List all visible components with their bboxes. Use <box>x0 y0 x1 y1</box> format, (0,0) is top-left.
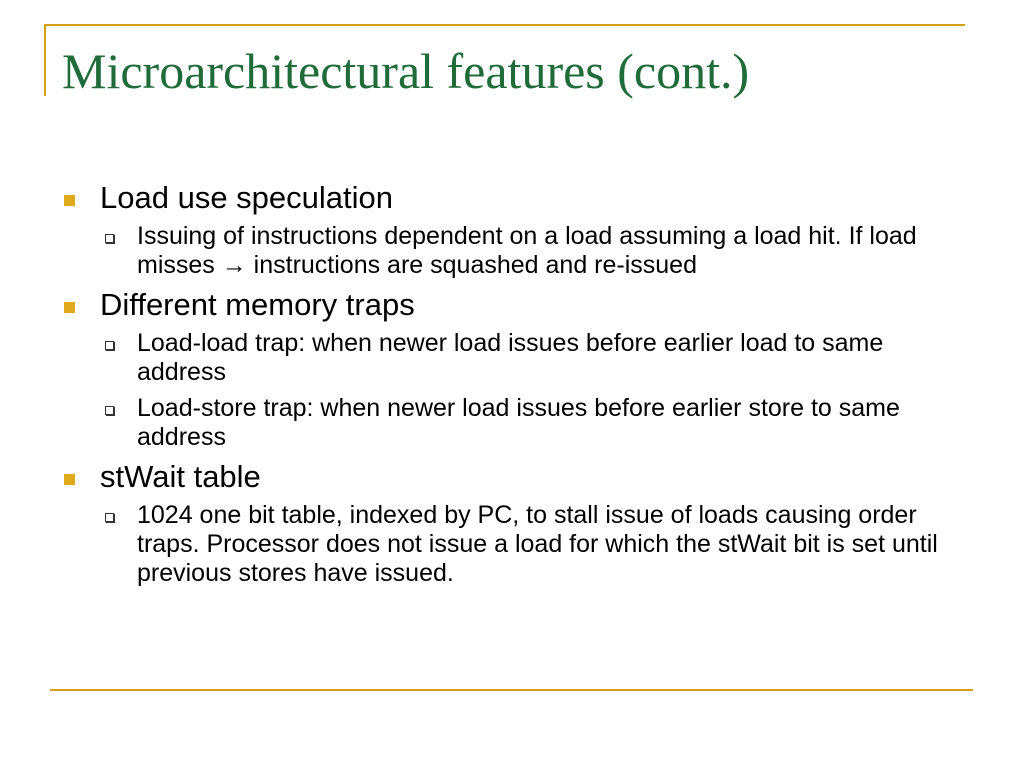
square-bullet-icon <box>64 195 75 206</box>
bullet-stwait-table <box>62 459 972 495</box>
sub-bullet-text: Load-load trap: when newer load issues before earlier load to same address <box>137 329 884 386</box>
sub-bullet-stwait-detail <box>62 501 972 588</box>
bullet-text: Different memory traps <box>100 287 415 322</box>
slide-title: Microarchitectural features (cont.) <box>62 43 750 99</box>
hollow-square-bullet-icon <box>105 234 114 243</box>
sub-bullet-load-use-detail <box>62 222 972 280</box>
hollow-square-bullet-icon <box>105 406 114 415</box>
bullet-list <box>62 180 972 595</box>
sub-bullet-load-store-trap <box>62 394 972 452</box>
bullet-text: Load use speculation <box>100 180 394 215</box>
left-rule <box>44 24 46 96</box>
hollow-square-bullet-icon <box>105 341 114 350</box>
hollow-square-bullet-icon <box>105 513 114 522</box>
sub-bullet-text: Load-store trap: when newer load issues before earlier store to same address <box>137 394 900 451</box>
sub-bullet-text: Issuing of instructions dependent on a load assuming a load hit. If load misses → instructions are squashed and re-issued <box>137 222 917 279</box>
square-bullet-icon <box>64 474 75 485</box>
bullet-load-use-speculation <box>62 180 972 216</box>
square-bullet-icon <box>64 302 75 313</box>
bullet-text: stWait table <box>100 459 261 494</box>
sub-bullet-load-load-trap <box>62 329 972 387</box>
bullet-different-memory-traps <box>62 287 972 323</box>
sub-bullet-text: 1024 one bit table, indexed by PC, to stall issue of loads causing order traps. Processor does not issue a load for which the stWait bit is set until previous stores have issued. <box>137 501 938 587</box>
bottom-rule <box>50 689 973 691</box>
top-rule <box>44 24 965 26</box>
